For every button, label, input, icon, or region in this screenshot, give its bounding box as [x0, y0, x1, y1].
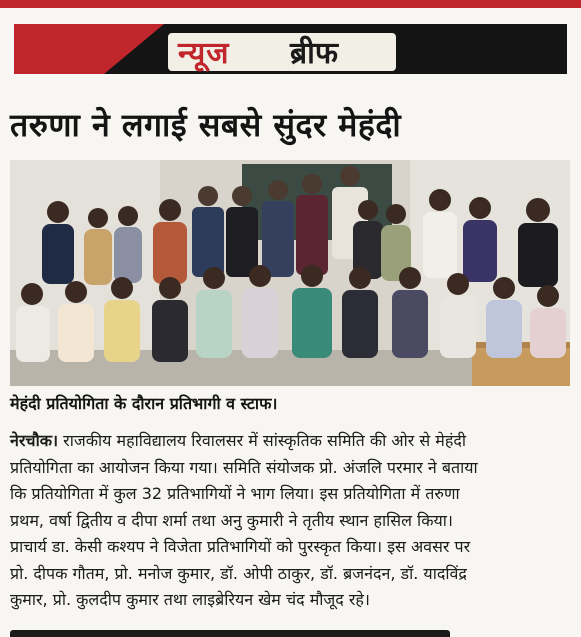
article-line-2: प्रतियोगिता का आयोजन किया गया। समिति संयोजक प्रो. अंजलि परमार ने बताया: [10, 457, 478, 477]
banner-news-word: न्यूज: [178, 36, 230, 71]
article-line-7: कुमार, प्रो. कुलदीप कुमार तथा लाइब्रेरियन खेम चंद मौजूद रहे।: [10, 590, 370, 609]
group-photo: [10, 160, 570, 386]
article-line-1: [10, 428, 570, 455]
article-line-4: प्रथम, वर्षा द्वितीय व दीपा शर्मा तथा अनु कुमारी ने तृतीय स्थान हासिल किया।: [10, 510, 453, 530]
article-line-6: प्रो. दीपक गौतम, प्रो. मनोज कुमार, डॉ. ओपी ठाकुर, डॉ. ब्रजनंदन, डॉ. यादविंद्र: [10, 563, 467, 583]
article-line-5: प्राचार्य डा. केसी कश्यप ने विजेता प्रतिभागियों को पुरस्कृत किया। इस अवसर पर: [10, 537, 471, 556]
article-body: [10, 428, 570, 614]
article-headline: तरुणा ने लगाई सबसे सुंदर मेहंदी: [10, 106, 402, 144]
top-red-rule: [0, 0, 581, 8]
banner-brief-word: ब्रीफ: [290, 36, 339, 71]
photo-caption: मेहंदी प्रतियोगिता के दौरान प्रतिभागी व स्टाफ।: [10, 394, 278, 413]
next-article-cut-edge: [10, 630, 450, 637]
article-line-1-text: राजकीय महाविद्यालय रिवालसर में सांस्कृतिक समिति की ओर से मेहंदी: [58, 431, 467, 450]
article-dateline: नेरचौक।: [10, 431, 59, 450]
article-line-3: कि प्रतियोगिता में कुल 32 प्रतिभागियों ने भाग लिया। इस प्रतियोगिता में तरुणा: [10, 484, 460, 503]
